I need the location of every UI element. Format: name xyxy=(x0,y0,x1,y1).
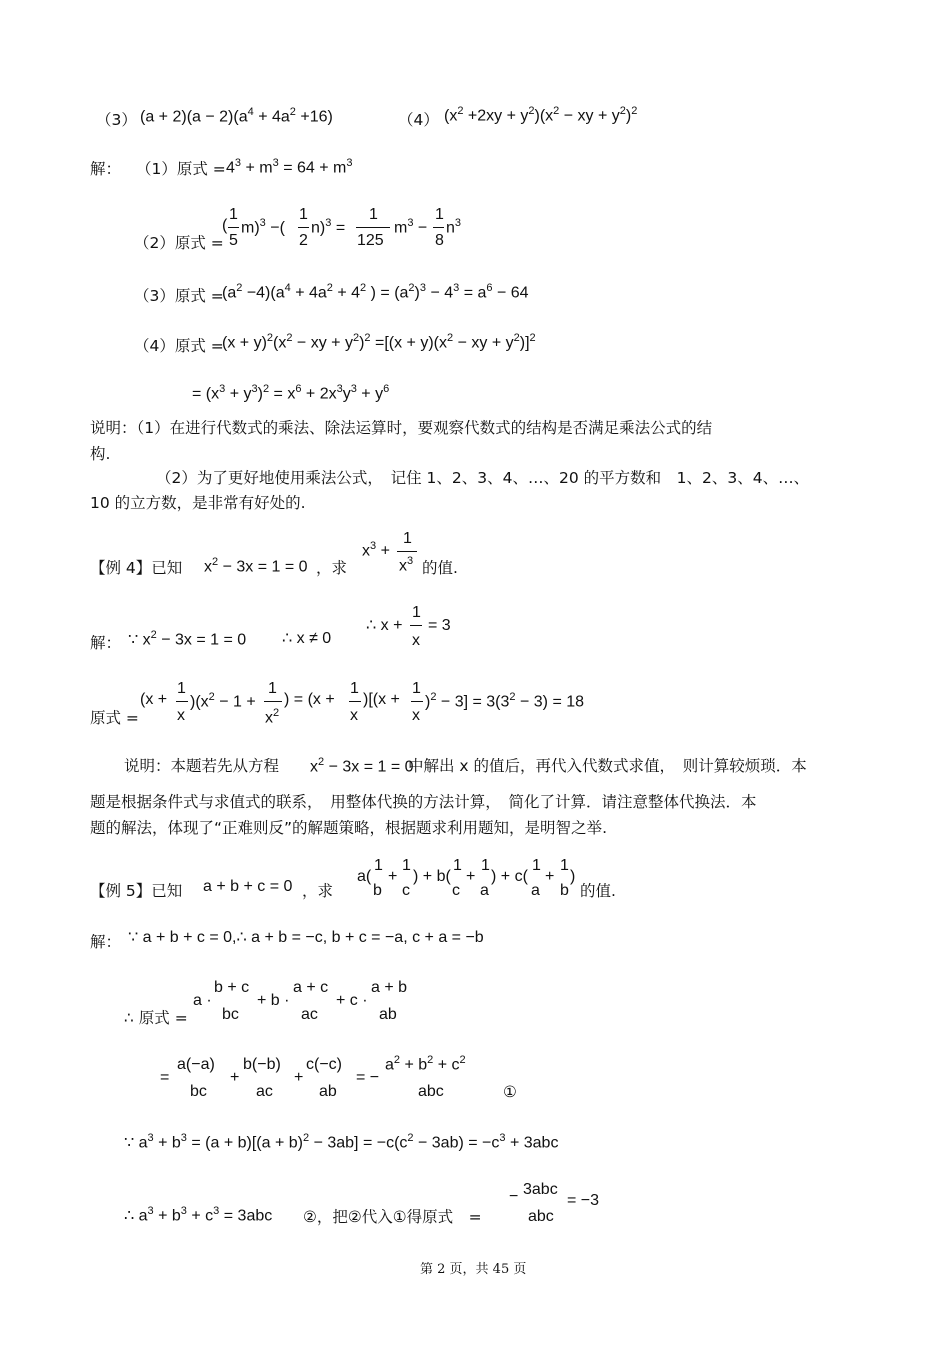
frac-num: $a^2 + b^2 + c^2$ xyxy=(385,1054,466,1074)
circled-1: ① xyxy=(503,1083,517,1101)
ex5-q4: ) xyxy=(570,868,576,885)
frac-num: 1 xyxy=(560,857,569,874)
frac-den: 8 xyxy=(435,232,444,249)
example-4-because: ∵ $x^2 - 3x = 1 = 0$ xyxy=(128,629,247,649)
ex5-s1: a · xyxy=(193,992,212,1009)
solution-3-label: （3）原式 = xyxy=(134,287,224,305)
ex5-q2: ) + b( xyxy=(413,868,451,885)
frac-den: b xyxy=(560,882,569,899)
ex5-s2: + b · xyxy=(257,992,290,1009)
ex5-eq: = xyxy=(160,1069,170,1086)
ex5-plus: + xyxy=(466,868,476,885)
frac-den: a xyxy=(480,882,489,899)
example-5-because-2: ∵ $a^3 + b^3 = (a + b)[(a + b)^2 - 3ab] = -c(c^2 - 3ab) = -c^3 + 3abc$ xyxy=(124,1132,559,1152)
solution-2-label: （2）原式 = xyxy=(134,234,224,252)
frac-den: bc xyxy=(190,1083,207,1100)
solution-2-d: $m^3$ − xyxy=(394,217,428,237)
ex4-r1: (x + xyxy=(140,691,168,708)
expr-3: $(a + 2)(a - 2)(a^4 + 4a^2 +16)$ xyxy=(140,106,333,126)
ex5-feq: = − xyxy=(356,1069,380,1086)
frac-num: 1 xyxy=(403,530,412,547)
solution-2-a: m)$^3$ −( xyxy=(241,217,285,237)
example-5-substitute: ②，把②代入①得原式 = xyxy=(303,1208,482,1226)
solution-4-cont: = $(x^3 + y^3)^2 = x^6 + 2x^3y^3 + y^6$ xyxy=(192,383,390,403)
example-4-therefore-1: ∴ x ≠ 0 xyxy=(282,630,332,647)
frac-den: 2 xyxy=(299,232,308,249)
frac-den: bc xyxy=(222,1006,239,1023)
note-1-line-2: 构. xyxy=(90,445,111,463)
frac-num: a(−a) xyxy=(177,1056,215,1073)
page-footer: 第 2 页，共 45 页 xyxy=(420,1262,527,1277)
example-4-ask: ，求 xyxy=(316,559,348,577)
example-5-therefore-2: ∴ $a^3 + b^3 + c^3 = 3abc$ xyxy=(124,1205,273,1225)
frac-num: 1 xyxy=(481,857,490,874)
example-4-tail: 的值. xyxy=(422,559,458,577)
frac-num: b(−b) xyxy=(243,1056,281,1073)
ex5-t2f: = −3 xyxy=(567,1192,600,1209)
frac-den: x xyxy=(412,632,420,649)
solution-2-e: $n^3$ xyxy=(446,217,462,237)
note-2-line-1b: 中解出 x 的值后，再代入代数式求值， 则计算较烦琐．本 xyxy=(408,757,807,775)
ex5-plus: + xyxy=(545,868,555,885)
frac-den: 5 xyxy=(229,232,238,249)
example-5-so: ∴ 原式 = xyxy=(124,1009,188,1027)
solution-4-label: （4）原式 = xyxy=(134,337,224,355)
frac-num: a + b xyxy=(371,979,408,996)
note-2-line-1a: 说明：本题若先从方程 xyxy=(124,757,280,775)
example-4-condition: $x^2 - 3x = 1 = 0$ xyxy=(204,556,308,576)
frac-den: ac xyxy=(301,1006,318,1023)
frac-den: x xyxy=(177,707,185,724)
frac-num: 1 xyxy=(177,680,186,697)
frac-num: 1 xyxy=(412,680,421,697)
example-4-eq3: = 3 xyxy=(428,617,451,634)
solution-1-label: （1）原式 = xyxy=(136,160,226,178)
note-1-line-3: （2）为了更好地使用乘法公式， 记住 1、2、3、4、…、20 的平方数和 1、2、3、4、…、 xyxy=(156,469,810,487)
expr-4: $(x^2 +2xy + y^2)(x^2$ − xy + $y^2)^2$ xyxy=(444,105,638,125)
solution-1-expr: $4^3 + m^3 = 64 + m^3$ xyxy=(226,157,353,177)
frac-den: $x^2$ xyxy=(265,707,280,727)
example-5-condition: a + b + c = 0 xyxy=(203,878,293,895)
example-4-heading: 【例 4】已知 xyxy=(90,559,183,577)
note-2-line-2: 题是根据条件式与求值式的联系， 用整体代换的方法计算， 简化了计算．请注意整体代换法．本 xyxy=(90,793,757,811)
frac-num: 1 xyxy=(402,857,411,874)
frac-den: 125 xyxy=(357,232,384,249)
frac-num: 1 xyxy=(229,206,238,223)
frac-num: 1 xyxy=(374,857,383,874)
example-4-solution-label: 解： xyxy=(90,634,122,652)
frac-num: 1 xyxy=(369,206,378,223)
label-3: （3） xyxy=(96,111,137,129)
ex5-fp2: + xyxy=(294,1069,304,1086)
ex5-q1: a( xyxy=(357,868,372,885)
frac-num: a + c xyxy=(293,979,329,996)
note-1-line-1: 说明：（1）在进行代数式的乘法、除法运算时，要观察代数式的结构是否满足乘法公式的结 xyxy=(90,419,713,437)
note-1-line-4: 10 的立方数，是非常有好处的. xyxy=(90,494,306,512)
frac-num: 1 xyxy=(299,206,308,223)
frac-num: 1 xyxy=(453,857,462,874)
example-5-heading: 【例 5】已知 xyxy=(90,882,183,900)
example-5-ask: ，求 xyxy=(302,882,334,900)
ex5-q3: ) + c( xyxy=(491,868,528,885)
frac-num: 1 xyxy=(268,680,277,697)
example-4-therefore-2: ∴ x + xyxy=(366,617,403,634)
example-5-solution-label: 解： xyxy=(90,933,122,951)
example-5-tail: 的值. xyxy=(580,882,616,900)
solution-2-paren: ( xyxy=(222,217,228,234)
solution-2-c: n)$^3$ = xyxy=(311,217,346,237)
note-2-line-3: 题的解法，体现了“正难则反”的解题策略，根据题求利用题知，是明智之举. xyxy=(90,819,607,837)
frac-den: x xyxy=(350,707,358,724)
frac-den: b xyxy=(373,882,382,899)
frac-den: c xyxy=(452,882,460,899)
frac-num: 1 xyxy=(412,604,421,621)
ex5-plus: + xyxy=(388,868,398,885)
frac-num: c(−c) xyxy=(306,1056,342,1073)
example-4-target: $x^3$ + xyxy=(362,540,390,560)
frac-num: b + c xyxy=(214,979,250,996)
frac-den: ab xyxy=(379,1006,397,1023)
frac-den: c xyxy=(402,882,410,899)
frac-den: ac xyxy=(256,1083,273,1100)
frac-den: $x^3$ xyxy=(399,555,414,575)
solution-3-expr: $(a^2 -4)(a^4 + 4a^2 + 4^2$ ) = $(a^2)^3 - 4^3 = a^6 - 64$ xyxy=(222,282,529,302)
frac-den: abc xyxy=(418,1083,444,1100)
ex5-s3: + c · xyxy=(336,992,368,1009)
frac-den: a xyxy=(531,882,540,899)
ex4-r6: )$^2 - 3] = 3(3^2 - 3) = 18$ xyxy=(425,691,585,711)
ex4-r4: ) = (x + xyxy=(284,691,335,708)
ex5-t2-minus: − xyxy=(509,1188,519,1205)
example-5-because: ∵ a + b + c = 0,∴ a + b = −c, b + c = −a, c + a = −b xyxy=(128,929,484,946)
frac-den: ab xyxy=(319,1083,337,1100)
frac-den: x xyxy=(412,707,420,724)
frac-den: abc xyxy=(528,1208,554,1225)
frac-num: 3abc xyxy=(523,1181,558,1198)
solution-label: 解： xyxy=(90,160,122,178)
frac-num: 1 xyxy=(532,857,541,874)
frac-num: 1 xyxy=(435,206,444,223)
label-4: （4） xyxy=(398,111,439,129)
note-2-equation: $x^2 - 3x = 1 = 0$ xyxy=(310,756,414,776)
ex4-r2: )($x^2 - 1$ + xyxy=(190,691,256,711)
solution-4-expr: $(x + y)^2(x^2$ − xy + $y^2)^2 =[(x + y)(x^2$ − xy + $y^2)]^2$ xyxy=(222,332,536,352)
ex4-r5: )[(x + xyxy=(363,691,400,708)
frac-num: 1 xyxy=(350,680,359,697)
example-4-original-label: 原式 = xyxy=(90,709,139,727)
ex5-fp1: + xyxy=(230,1069,240,1086)
